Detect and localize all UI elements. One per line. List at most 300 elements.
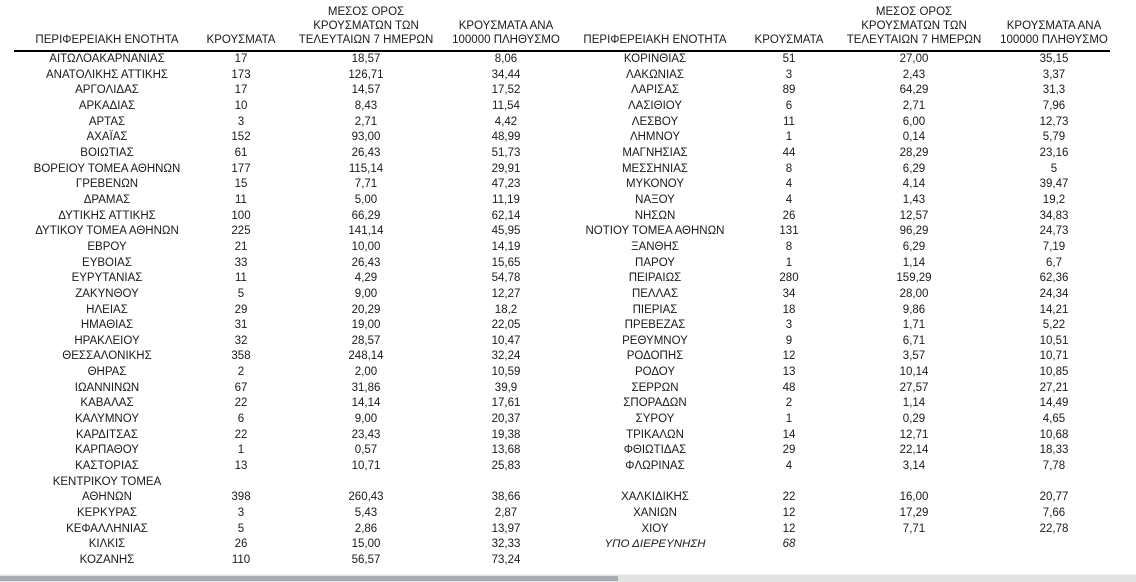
cell-per100k: 7,78 [1042,460,1066,473]
cell-cases: 44 [782,146,796,159]
header-row [14,5,562,51]
cell-cases: 12 [782,350,796,363]
cell-cases: 22 [234,397,248,410]
cell-avg7: 260,43 [348,491,384,504]
table-row [562,99,1110,115]
cell-avg7: 9,86 [902,303,926,316]
cell-per100k: 5,79 [1042,131,1066,144]
cell-cases: 280 [779,272,799,285]
cell-per100k: 73,24 [491,554,521,566]
table-row [14,443,562,459]
cell-cases: 33 [234,256,248,269]
cell-avg7: 12,71 [899,428,929,441]
table-row [562,349,1110,365]
cell-region: ΝΑΞΟΥ [635,193,675,206]
cell-region: ΗΛΕΙΑΣ [86,303,128,316]
cell-cases: 2 [785,397,793,410]
col-header-per100k-line1: ΚΡΟΥΣΜΑΤΑ ΑΝΑ [458,20,554,32]
cell-per100k: 4,65 [1042,413,1066,426]
regions-table-right [562,5,1110,553]
cell-cases [200,475,282,491]
cell-region: ΑΡΓΟΛΙΔΑΣ [75,84,139,97]
cell-avg7: 1,14 [902,397,926,410]
cell-per100k: 17,61 [491,397,521,410]
cell-per100k [998,475,1110,491]
cell-region: ΚΕΡΚΥΡΑΣ [77,507,137,520]
cell-per100k: 20,37 [491,413,521,426]
table-row [14,130,562,146]
table-row [14,224,562,240]
horizontal-scrollbar[interactable] [0,574,1136,582]
cell-cases [748,475,830,491]
cell-region: ΚΑΛΥΜΝΟΥ [75,413,139,426]
cell-avg7: 115,14 [348,162,384,175]
table-row [14,475,562,491]
table-row [562,177,1110,193]
table-row [562,490,1110,506]
table-row [562,271,1110,287]
cell-cases: 32 [234,334,248,347]
cell-per100k: 32,33 [491,538,521,551]
cell-avg7: 22,14 [899,444,929,457]
cell-cases: 3 [237,507,245,520]
scrollbar-thumb[interactable] [0,576,618,581]
cell-cases: 4 [785,460,793,473]
cell-cases: 31 [234,319,248,332]
cell-region: ΑΡΤΑΣ [88,115,126,128]
cell-cases: 3 [237,115,245,128]
cell-region: ΣΠΟΡΑΔΩΝ [623,397,687,410]
cell-per100k: 32,24 [491,350,521,363]
cell-cases: 398 [231,491,251,504]
cell-avg7: 19,00 [351,319,381,332]
cell-region: ΑΝΑΤΟΛΙΚΗΣ ΑΤΤΙΚΗΣ [45,68,168,81]
cell-cases: 110 [231,554,251,566]
cell-avg7: 1,71 [902,319,926,332]
cell-per100k: 27,21 [1039,381,1069,394]
cell-avg7: 28,57 [351,334,381,347]
cell-per100k: 5,22 [1042,319,1066,332]
table-row [562,68,1110,84]
cell-region: ΘΕΣΣΑΛΟΝΙΚΗΣ [62,350,152,363]
cell-cases: 26 [782,209,796,222]
cell-avg7: 20,29 [351,303,381,316]
cell-per100k: 39,47 [1039,178,1069,191]
cell-per100k [450,475,562,491]
cell-per100k: 45,95 [491,225,521,238]
cell-region: ΑΡΚΑΔΙΑΣ [78,99,136,112]
cell-region: ΗΡΑΚΛΕΙΟΥ [74,334,140,347]
cell-cases: 18 [782,303,796,316]
cell-per100k: 51,73 [491,146,521,159]
cell-region: ΑΙΤΩΛΟΑΚΑΡΝΑΝΙΑΣ [49,53,165,65]
cell-region: ΘΗΡΑΣ [87,366,127,379]
cell-avg7: 27,57 [899,381,929,394]
table-row [14,428,562,444]
cell-avg7: 18,57 [351,53,381,65]
cell-per100k: 35,15 [1039,53,1069,65]
cell-per100k: 38,66 [491,491,521,504]
col-header-per100k-line1: ΚΡΟΥΣΜΑΤΑ ΑΝΑ [1006,20,1102,32]
cell-cases: 6 [785,99,793,112]
cell-per100k: 12,27 [491,287,521,300]
cell-cases: 17 [234,53,248,65]
cell-region: ΙΩΑΝΝΙΝΩΝ [74,381,140,394]
table-row [14,256,562,272]
cell-per100k: 10,51 [1039,334,1069,347]
cell-region: ΚΟΖΑΝΗΣ [79,554,135,566]
cell-region: ΦΘΙΩΤΙΔΑΣ [623,444,687,457]
table-row [562,459,1110,475]
cell-avg7: 66,29 [351,209,381,222]
table-row [14,177,562,193]
cell-avg7: 96,29 [899,225,929,238]
cell-per100k: 14,49 [1039,397,1069,410]
table-row [14,146,562,162]
cell-avg7: 14,57 [351,84,381,97]
cell-cases: 8 [785,240,793,253]
regions-table-left [14,5,562,569]
table-row [562,83,1110,99]
cell-per100k: 7,66 [1042,507,1066,520]
cell-avg7: 26,43 [351,256,381,269]
cell-region: ΥΠΟ ΔΙΕΡΕΥΝΗΣΗ [604,538,706,551]
cell-cases: 12 [782,522,796,535]
cell-per100k [998,537,1110,553]
cell-region: ΠΕΛΛΑΣ [631,287,679,300]
table-row [562,303,1110,319]
cell-per100k: 10,68 [1039,428,1069,441]
cell-region: ΧΙΟΥ [641,522,669,535]
cell-avg7: 1,14 [902,256,926,269]
cell-cases: 6 [237,413,245,426]
cell-avg7: 93,00 [351,131,381,144]
cell-cases: 89 [782,84,796,97]
cell-region: ΛΑΣΙΘΙΟΥ [627,99,683,112]
cell-cases: 26 [234,538,248,551]
cell-region: ΡΕΘΥΜΝΟΥ [622,334,688,347]
cell-avg7: 6,29 [902,162,926,175]
cell-region: ΖΑΚΥΝΘΟΥ [75,287,139,300]
cell-avg7: 2,43 [902,68,926,81]
cell-region: ΚΑΡΠΑΘΟΥ [75,444,139,457]
cell-cases: 51 [782,53,796,65]
cell-per100k: 47,23 [491,178,521,191]
cell-avg7: 6,71 [902,334,926,347]
cell-cases: 5 [237,287,245,300]
cell-region: ΔΥΤΙΚΗΣ ΑΤΤΙΚΗΣ [58,209,156,222]
table-row [14,553,562,569]
cell-avg7: 0,14 [902,131,926,144]
cell-region: ΧΑΝΙΩΝ [633,507,677,520]
cell-cases: 1 [785,413,793,426]
cell-cases: 131 [779,225,799,238]
cell-cases: 4 [785,178,793,191]
cell-per100k: 14,21 [1039,303,1069,316]
cell-cases: 67 [234,381,248,394]
col-header-avg7-line2: ΚΡΟΥΣΜΑΤΩΝ ΤΩΝ [861,20,967,32]
cell-cases: 48 [782,381,796,394]
table-row [14,193,562,209]
table-row [14,459,562,475]
cell-region: ΛΕΣΒΟΥ [631,115,679,128]
cell-per100k: 48,99 [491,131,521,144]
cell-per100k: 14,19 [491,240,521,253]
cell-region: ΠΙΕΡΙΑΣ [632,303,678,316]
cell-per100k: 39,9 [494,381,518,394]
cell-per100k: 10,85 [1039,366,1069,379]
col-header-cases: ΚΡΟΥΣΜΑΤΑ [200,5,282,51]
cell-avg7: 56,57 [351,554,381,566]
cell-per100k: 18,2 [494,303,518,316]
cell-avg7: 2,71 [354,115,378,128]
cell-cases: 15 [234,178,248,191]
cell-region: ΚΟΡΙΝΘΙΑΣ [623,53,687,65]
cell-per100k: 7,96 [1042,99,1066,112]
cell-region: ΕΥΡΥΤΑΝΙΑΣ [71,272,143,285]
cell-avg7: 159,29 [896,272,932,285]
cell-region: ΠΑΡΟΥ [635,256,675,269]
cell-avg7: 3,14 [902,460,926,473]
cell-per100k: 3,37 [1042,68,1066,81]
cell-region: ΞΑΝΘΗΣ [631,240,679,253]
table-row [562,130,1110,146]
col-header-per100k-line2: 100000 ΠΛΗΘΥΣΜΟ [1000,34,1108,46]
table-row [14,537,562,553]
table-row [562,506,1110,522]
cell-avg7: 28,29 [899,146,929,159]
table-row [14,162,562,178]
table-row [14,490,562,506]
col-header-avg7-line1: ΜΕΣΟΣ ΟΡΟΣ [327,6,405,18]
cell-region: ΦΛΩΡΙΝΑΣ [625,460,685,473]
cell-region: ΧΑΛΚΙΔΙΚΗΣ [621,491,689,504]
cell-avg7: 0,29 [902,413,926,426]
cell-cases: 21 [234,240,248,253]
cell-cases: 22 [234,428,248,441]
cell-cases: 3 [785,68,793,81]
cell-cases: 2 [237,366,245,379]
cell-cases: 68 [782,538,796,551]
col-header-avg7 [282,5,450,51]
cell-per100k: 18,33 [1039,444,1069,457]
cell-per100k: 10,47 [491,334,521,347]
cell-cases: 4 [785,193,793,206]
cell-avg7: 6,29 [902,240,926,253]
table-row [14,506,562,522]
table-row [562,381,1110,397]
cell-cases: 13 [234,460,248,473]
cell-avg7: 0,57 [354,444,378,457]
cell-per100k: 31,3 [1042,84,1066,97]
cell-avg7: 4,29 [354,272,378,285]
cell-cases: 100 [231,209,251,222]
cell-per100k: 11,19 [492,193,520,206]
cell-region: ΔΥΤΙΚΟΥ ΤΟΜΕΑ ΑΘΗΝΩΝ [35,225,179,238]
cell-region: ΛΑΚΩΝΙΑΣ [626,68,684,81]
cell-avg7: 10,00 [351,240,381,253]
table-row [14,303,562,319]
table-row [562,396,1110,412]
cell-avg7: 14,14 [351,397,381,410]
regions-table-right-body [562,51,1110,553]
table-row [562,224,1110,240]
cell-per100k: 10,59 [491,366,521,379]
table-row [14,381,562,397]
table-row [14,349,562,365]
cell-cases: 173 [231,68,251,81]
cell-region: ΒΟΡΕΙΟΥ ΤΟΜΕΑ ΑΘΗΝΩΝ [33,162,181,175]
table-row [14,209,562,225]
cell-cases: 61 [234,146,248,159]
cell-avg7: 7,71 [902,522,926,535]
cell-avg7: 9,00 [354,413,378,426]
cell-per100k: 19,2 [1042,193,1066,206]
cell-region: ΗΜΑΘΙΑΣ [80,319,134,332]
cell-cases: 177 [231,162,251,175]
cell-cases: 10 [234,99,248,112]
cell-avg7 [282,475,450,491]
cell-cases: 358 [231,350,251,363]
cell-avg7: 3,57 [902,350,926,363]
cell-cases: 11 [235,193,247,206]
cell-region: ΝΗΣΩΝ [634,209,676,222]
table-row [562,209,1110,225]
table-row [14,99,562,115]
table-row [14,287,562,303]
cell-region: ΚΑΡΔΙΤΣΑΣ [76,428,138,441]
cell-cases: 34 [782,287,796,300]
cell-avg7: 6,00 [902,115,926,128]
cell-per100k: 13,68 [491,444,521,457]
table-row [14,396,562,412]
cell-region: ΔΡΑΜΑΣ [83,193,131,206]
cell-avg7 [830,537,998,553]
table-row [562,318,1110,334]
cell-per100k: 62,36 [1039,272,1069,285]
cell-avg7: 64,29 [899,84,929,97]
col-header-avg7-line1: ΜΕΣΟΣ ΟΡΟΣ [875,6,953,18]
cell-avg7: 23,43 [351,428,381,441]
cell-region: ΓΡΕΒΕΝΩΝ [75,178,139,191]
cell-per100k: 2,87 [494,507,518,520]
cell-cases: 12 [782,507,796,520]
table-row [562,146,1110,162]
table-row [14,51,562,68]
cell-per100k: 10,71 [1039,350,1069,363]
table-row [14,68,562,84]
table-row [14,522,562,538]
col-header-region: ΠΕΡΙΦΕΡΕΙΑΚΗ ΕΝΟΤΗΤΑ [14,5,200,51]
cell-region: ΚΕΦΑΛΛΗΝΙΑΣ [66,522,148,535]
cell-avg7: 126,71 [348,68,384,81]
cell-per100k: 13,97 [491,522,521,535]
cell-cases: 14 [782,428,796,441]
cell-per100k: 22,05 [491,319,521,332]
cell-cases: 17 [234,84,248,97]
cell-avg7: 1,43 [902,193,926,206]
table-row [562,443,1110,459]
table-row [14,271,562,287]
cell-per100k: 7,19 [1042,240,1066,253]
col-header-avg7 [830,5,998,51]
table-row [14,115,562,131]
cell-cases: 225 [231,225,251,238]
table-row [14,334,562,350]
col-header-per100k [450,5,562,51]
table-row [562,475,1110,491]
table-row [562,334,1110,350]
cell-per100k: 34,83 [1039,209,1069,222]
table-row [562,256,1110,272]
cell-avg7: 2,71 [902,99,926,112]
table-row [562,428,1110,444]
header-row [562,5,1110,51]
cell-region: ΛΗΜΝΟΥ [629,131,681,144]
cell-per100k: 20,77 [1039,491,1069,504]
cell-region: ΣΥΡΟΥ [635,413,675,426]
cell-per100k: 15,65 [491,256,521,269]
cell-per100k: 62,14 [491,209,521,222]
cell-per100k: 29,91 [491,162,521,175]
table-row [14,83,562,99]
cell-per100k: 12,73 [1039,115,1069,128]
cell-cases: 11 [235,272,247,285]
cell-avg7: 141,14 [348,225,384,238]
col-header-avg7-line3: ΤΕΛΕΥΤΑΙΩΝ 7 ΗΜΕΡΩΝ [846,34,982,46]
cell-cases: 8 [785,162,793,175]
cell-region: ΕΒΡΟΥ [87,240,127,253]
regions-table-left-body [14,51,562,569]
table-row [562,51,1110,68]
cell-avg7: 31,86 [351,381,381,394]
cell-region: ΚΑΒΑΛΑΣ [80,397,134,410]
cell-region: ΣΕΡΡΩΝ [631,381,679,394]
col-header-per100k [998,5,1110,51]
cell-avg7: 7,71 [354,178,378,191]
cell-cases: 1 [785,256,793,269]
cell-region: ΠΡΕΒΕΖΑΣ [624,319,686,332]
table-row [14,412,562,428]
col-header-avg7-line3: ΤΕΛΕΥΤΑΙΩΝ 7 ΗΜΕΡΩΝ [298,34,434,46]
cell-cases: 1 [237,444,245,457]
cell-per100k: 11,54 [492,99,520,112]
cell-cases: 5 [237,522,245,535]
cell-region [562,475,748,491]
cell-cases: 13 [782,366,796,379]
cell-region: ΠΕΙΡΑΙΩΣ [628,272,682,285]
table-row [562,412,1110,428]
table-row [14,365,562,381]
table-row [562,537,1110,553]
cell-region: ΜΕΣΣΗΝΙΑΣ [621,162,689,175]
cell-avg7 [830,475,998,491]
cell-region: ΜΑΓΝΗΣΙΑΣ [622,146,688,159]
cell-per100k: 54,78 [491,272,521,285]
cell-avg7: 27,00 [899,53,929,65]
table-row [562,162,1110,178]
col-header-region: ΠΕΡΙΦΕΡΕΙΑΚΗ ΕΝΟΤΗΤΑ [562,5,748,51]
cell-avg7: 16,00 [899,491,929,504]
cell-avg7: 5,43 [354,507,378,520]
table-row [14,318,562,334]
table-row [562,287,1110,303]
cell-region: ΡΟΔΟΥ [634,366,676,379]
cell-per100k: 24,73 [1039,225,1069,238]
cell-avg7: 9,00 [354,287,378,300]
cell-per100k: 17,52 [491,84,521,97]
cell-avg7: 8,43 [354,99,378,112]
